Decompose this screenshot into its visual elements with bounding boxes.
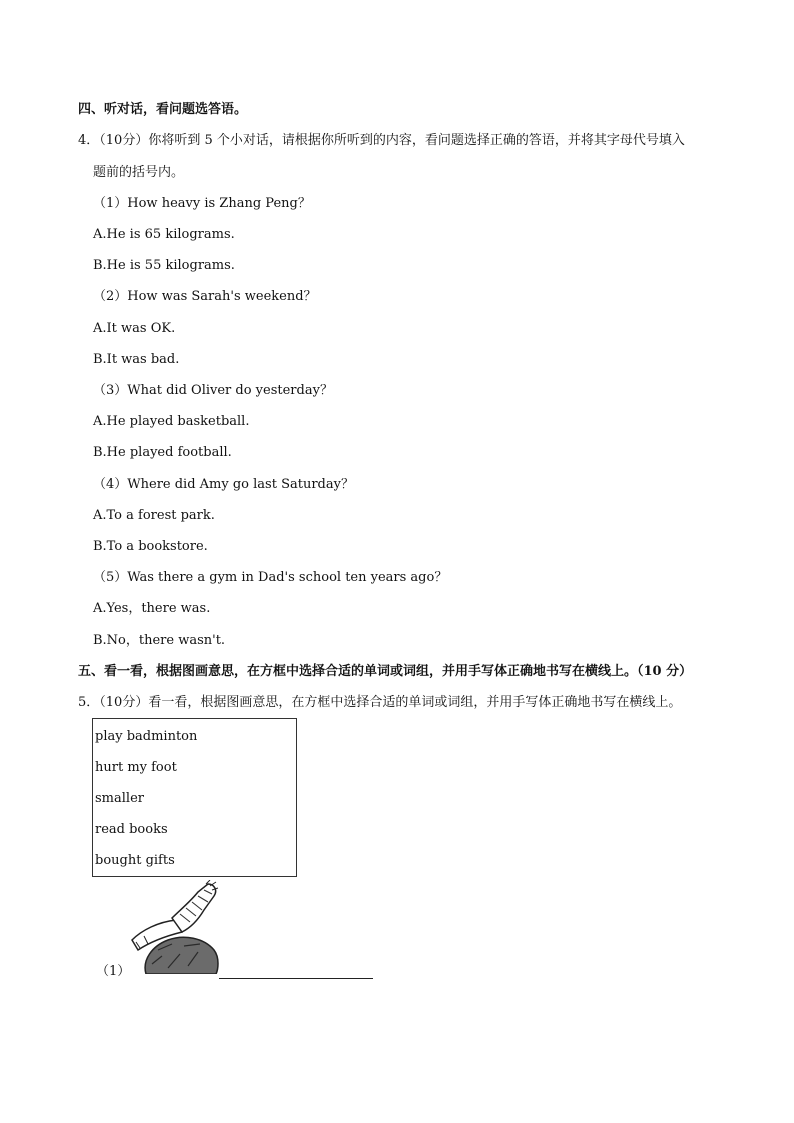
item1-question: （1）How heavy is Zhang Peng？ (93, 196, 311, 211)
word-box-item: read books (95, 822, 168, 837)
item5-question: （5）Was there a gym in Dad's school ten years ago？ (93, 570, 448, 585)
item5-option-a: A.Yes，there was. (93, 601, 211, 616)
item4-option-b: B.To a bookstore. (93, 539, 208, 554)
word-box-item: hurt my foot (95, 760, 177, 775)
question4-text-line2: 题前的括号内。 (93, 165, 185, 180)
section5-heading: 五、看一看，根据图画意思，在方框中选择合适的单词或词组，并用手写体正确地书写在横线上。（10 分） (78, 664, 693, 679)
item2-question: （2）How was Sarah's weekend？ (93, 289, 317, 304)
item3-option-b: B.He played football. (93, 445, 232, 460)
word-box-item: smaller (95, 791, 144, 806)
item4-option-a: A.To a forest park. (93, 508, 215, 523)
injured-foot-illustration (128, 880, 220, 974)
item5-option-b: B.No，there wasn't. (93, 633, 226, 648)
item2-option-a: A.It was OK. (93, 321, 176, 336)
question4-text-line1: 4．（10分）你将听到 5 个小对话，请根据你所听到的内容，看问题选择正确的答语，并将其字母代号填入 (78, 133, 685, 148)
item1-option-b: B.He is 55 kilograms. (93, 258, 235, 273)
item1-option-a: A.He is 65 kilograms. (93, 227, 235, 242)
item4-question: （4）Where did Amy go last Saturday？ (93, 477, 354, 492)
answer-line[interactable] (219, 978, 373, 979)
item1-label: （1） (96, 964, 131, 979)
item2-option-b: B.It was bad. (93, 352, 180, 367)
question5-text: 5．（10分）看一看，根据图画意思，在方框中选择合适的单词或词组，并用手写体正确地书写在横线上。 (78, 695, 682, 710)
word-box-item: bought gifts (95, 853, 175, 868)
item3-question: （3）What did Oliver do yesterday？ (93, 383, 333, 398)
item3-option-a: A.He played basketball. (93, 414, 250, 429)
word-box (92, 718, 297, 877)
word-box-item: play badminton (95, 729, 198, 744)
section4-heading: 四、听对话，看问题选答语。 (78, 102, 248, 117)
